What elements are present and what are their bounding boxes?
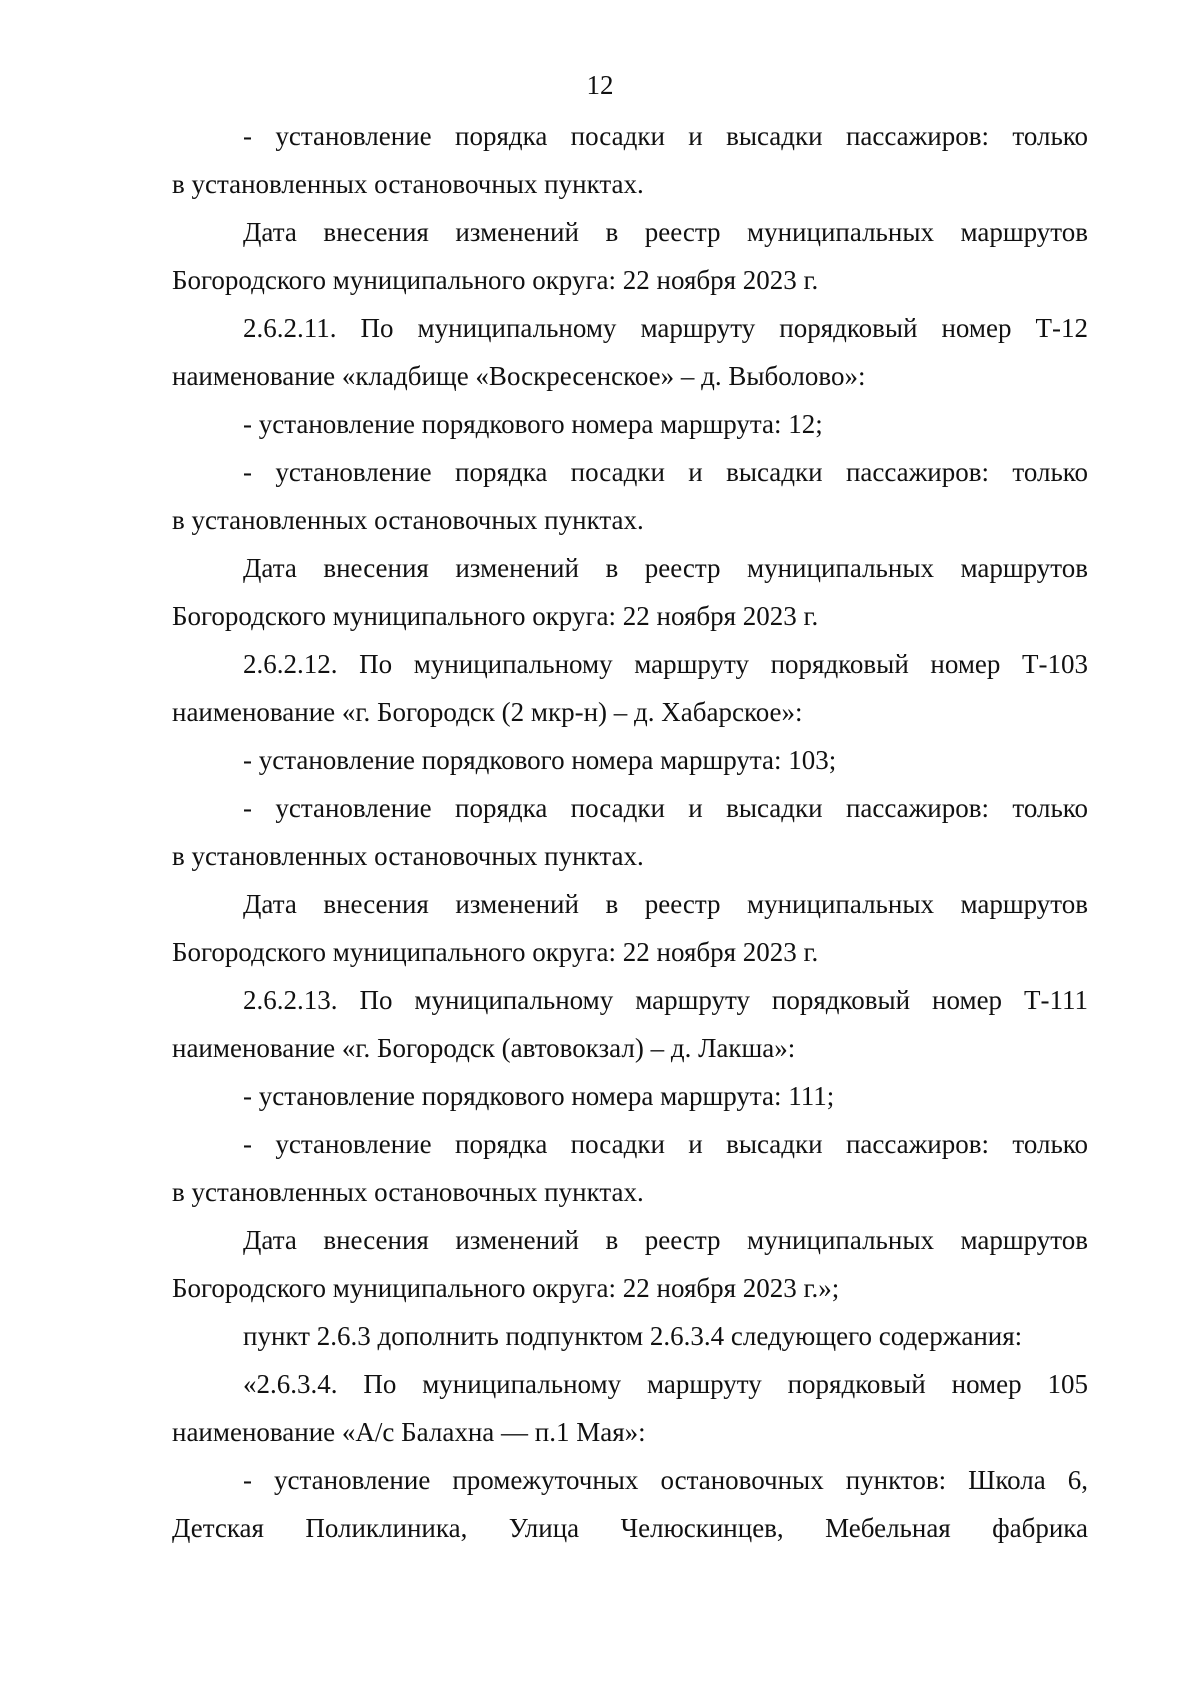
text-line: - установление порядка посадки и высадки пассажиров: только [243,793,1088,823]
text-line: Богородского муниципального округа: 22 ноября 2023 г. [172,601,819,631]
text-line: наименование «А/с Балахна — п.1 Мая»: [172,1417,646,1447]
page-number: 12 [586,70,614,100]
text-line: в установленных остановочных пунктах. [172,505,644,535]
text-line: Дата внесения изменений в реестр муниципальных маршрутов [243,1225,1088,1255]
text-line: в установленных остановочных пунктах. [172,1177,644,1207]
text-line: пункт 2.6.3 дополнить подпунктом 2.6.3.4 следующего содержания: [243,1321,1023,1351]
text-line: - установление порядка посадки и высадки пассажиров: только [243,121,1088,151]
text-line: 2.6.2.12. По муниципальному маршруту порядковый номер Т-103 [243,649,1088,679]
text-line: - установление промежуточных остановочных пунктов: Школа 6, [243,1465,1088,1495]
document-body [172,112,1088,1552]
text-line: наименование «г. Богородск (2 мкр-н) – д. Хабарское»: [172,697,803,727]
text-line: Богородского муниципального округа: 22 ноября 2023 г. [172,937,819,967]
text-line: Дата внесения изменений в реестр муниципальных маршрутов [243,217,1088,247]
text-line: - установление порядка посадки и высадки пассажиров: только [243,1129,1088,1159]
text-line: в установленных остановочных пунктах. [172,169,644,199]
text-line: наименование «кладбище «Воскресенское» – д. Выболово»: [172,361,866,391]
text-line: 2.6.2.11. По муниципальному маршруту порядковый номер Т-12 [243,313,1088,343]
text-line: «2.6.3.4. По муниципальному маршруту порядковый номер 105 [243,1369,1088,1399]
text-line: - установление порядка посадки и высадки пассажиров: только [243,457,1088,487]
text-line: Богородского муниципального округа: 22 ноября 2023 г. [172,265,819,295]
text-line: Дата внесения изменений в реестр муниципальных маршрутов [243,553,1088,583]
text-line: - установление порядкового номера маршрута: 111; [243,1081,835,1111]
text-line: Дата внесения изменений в реестр муниципальных маршрутов [243,889,1088,919]
text-line: наименование «г. Богородск (автовокзал) – д. Лакша»: [172,1033,796,1063]
text-line: Детская Поликлиника, Улица Челюскинцев, Мебельная фабрика [172,1513,1088,1543]
text-line: - установление порядкового номера маршрута: 103; [243,745,837,775]
text-line: Богородского муниципального округа: 22 ноября 2023 г.»; [172,1273,840,1303]
text-line: 2.6.2.13. По муниципальному маршруту порядковый номер Т-111 [243,985,1088,1015]
text-line: - установление порядкового номера маршрута: 12; [243,409,823,439]
text-line: в установленных остановочных пунктах. [172,841,644,871]
